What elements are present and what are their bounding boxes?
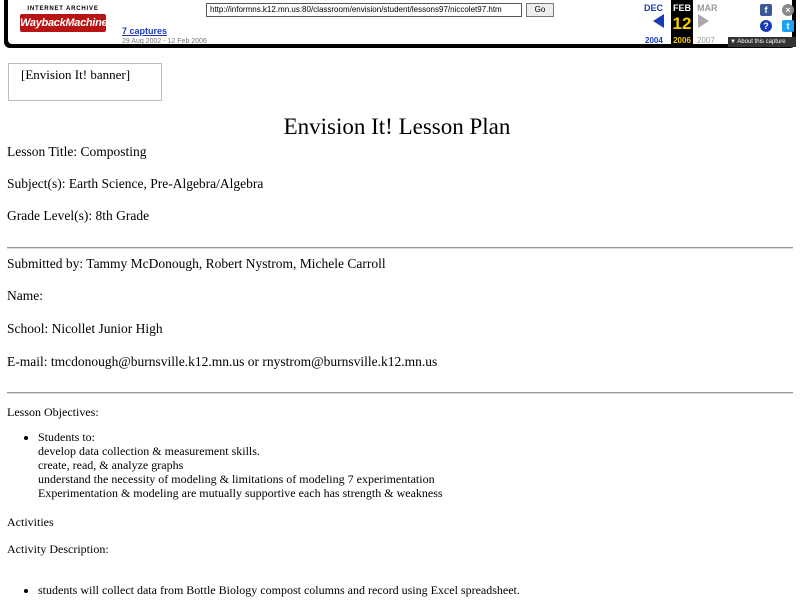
- captures-link[interactable]: 7 captures: [122, 26, 168, 36]
- objective-item: create, read, & analyze graphs: [38, 458, 184, 472]
- year-current: 2006: [673, 36, 691, 45]
- year-next: 2007: [697, 36, 715, 45]
- close-icon[interactable]: ×: [782, 4, 794, 16]
- subjects: Subject(s): Earth Science, Pre-Algebra/Algebra: [7, 176, 264, 191]
- lesson-title: Lesson Title: Composting: [7, 144, 147, 159]
- capture-range: 29 Aug 2002 - 12 Feb 2006: [122, 38, 207, 45]
- month-prev-link[interactable]: DEC: [644, 3, 664, 13]
- email: E-mail: tmcdonough@burnsville.k12.mn.us or rnystrom@burnsville.k12.mn.us: [7, 354, 438, 369]
- list-item: [38, 430, 443, 500]
- submitted-by: Submitted by: Tammy McDonough, Robert Nystrom, Michele Carroll: [7, 256, 386, 271]
- school: School: Nicollet Junior High: [7, 321, 163, 336]
- objective-item: develop data collection & measurement skills.: [38, 444, 260, 458]
- list-item: • students will collect data from Bottle Biology compost columns and record using Excel spreadsheet.: [38, 583, 520, 597]
- banner-placeholder: [Envision It! banner]: [8, 63, 162, 101]
- objective-item: understand the necessity of modeling & limitations of modeling 7 experimentation: [38, 472, 435, 486]
- next-capture-arrow-icon: [698, 14, 709, 28]
- wayback-toolbar: [4, 0, 796, 48]
- help-icon[interactable]: ?: [760, 20, 772, 32]
- divider: [7, 392, 793, 394]
- about-capture-button[interactable]: ▼ About this capture: [728, 37, 796, 47]
- objective-item: Experimentation & modeling are mutually supportive each has strength & weakness: [38, 486, 443, 500]
- objectives-list: [20, 430, 443, 500]
- page-title: Envision It! Lesson Plan: [283, 114, 511, 139]
- go-button[interactable]: Go: [526, 3, 554, 17]
- day-current: 12: [672, 14, 692, 33]
- name-field: Name:: [7, 288, 43, 303]
- month-next: MAR: [697, 3, 718, 13]
- year-prev-link[interactable]: 2004: [645, 36, 663, 45]
- objectives-heading: Lesson Objectives:: [7, 405, 99, 419]
- wayback-toolbar-panel: [8, 0, 792, 44]
- activities-heading: Activities: [7, 515, 54, 529]
- facebook-icon[interactable]: f: [760, 4, 772, 16]
- divider: [7, 247, 793, 249]
- activity-list: [20, 583, 520, 597]
- objectives-lead: • Students to:: [38, 430, 96, 444]
- wayback-logo-top: INTERNET ARCHIVE: [27, 6, 99, 12]
- month-current: FEB: [671, 0, 693, 44]
- url-input[interactable]: http://informns.k12.mn.us:80/classroom/envision/student/lessons97/niccolet97.htm: [206, 3, 522, 17]
- grade-level: Grade Level(s): 8th Grade: [7, 208, 150, 223]
- previous-capture-arrow-icon[interactable]: [653, 14, 664, 28]
- wayback-logo[interactable]: [20, 6, 110, 36]
- activity-description-heading: Activity Description:: [7, 542, 109, 556]
- wayback-logo-main: WaybackMachine: [20, 14, 106, 32]
- twitter-icon[interactable]: t: [782, 20, 794, 32]
